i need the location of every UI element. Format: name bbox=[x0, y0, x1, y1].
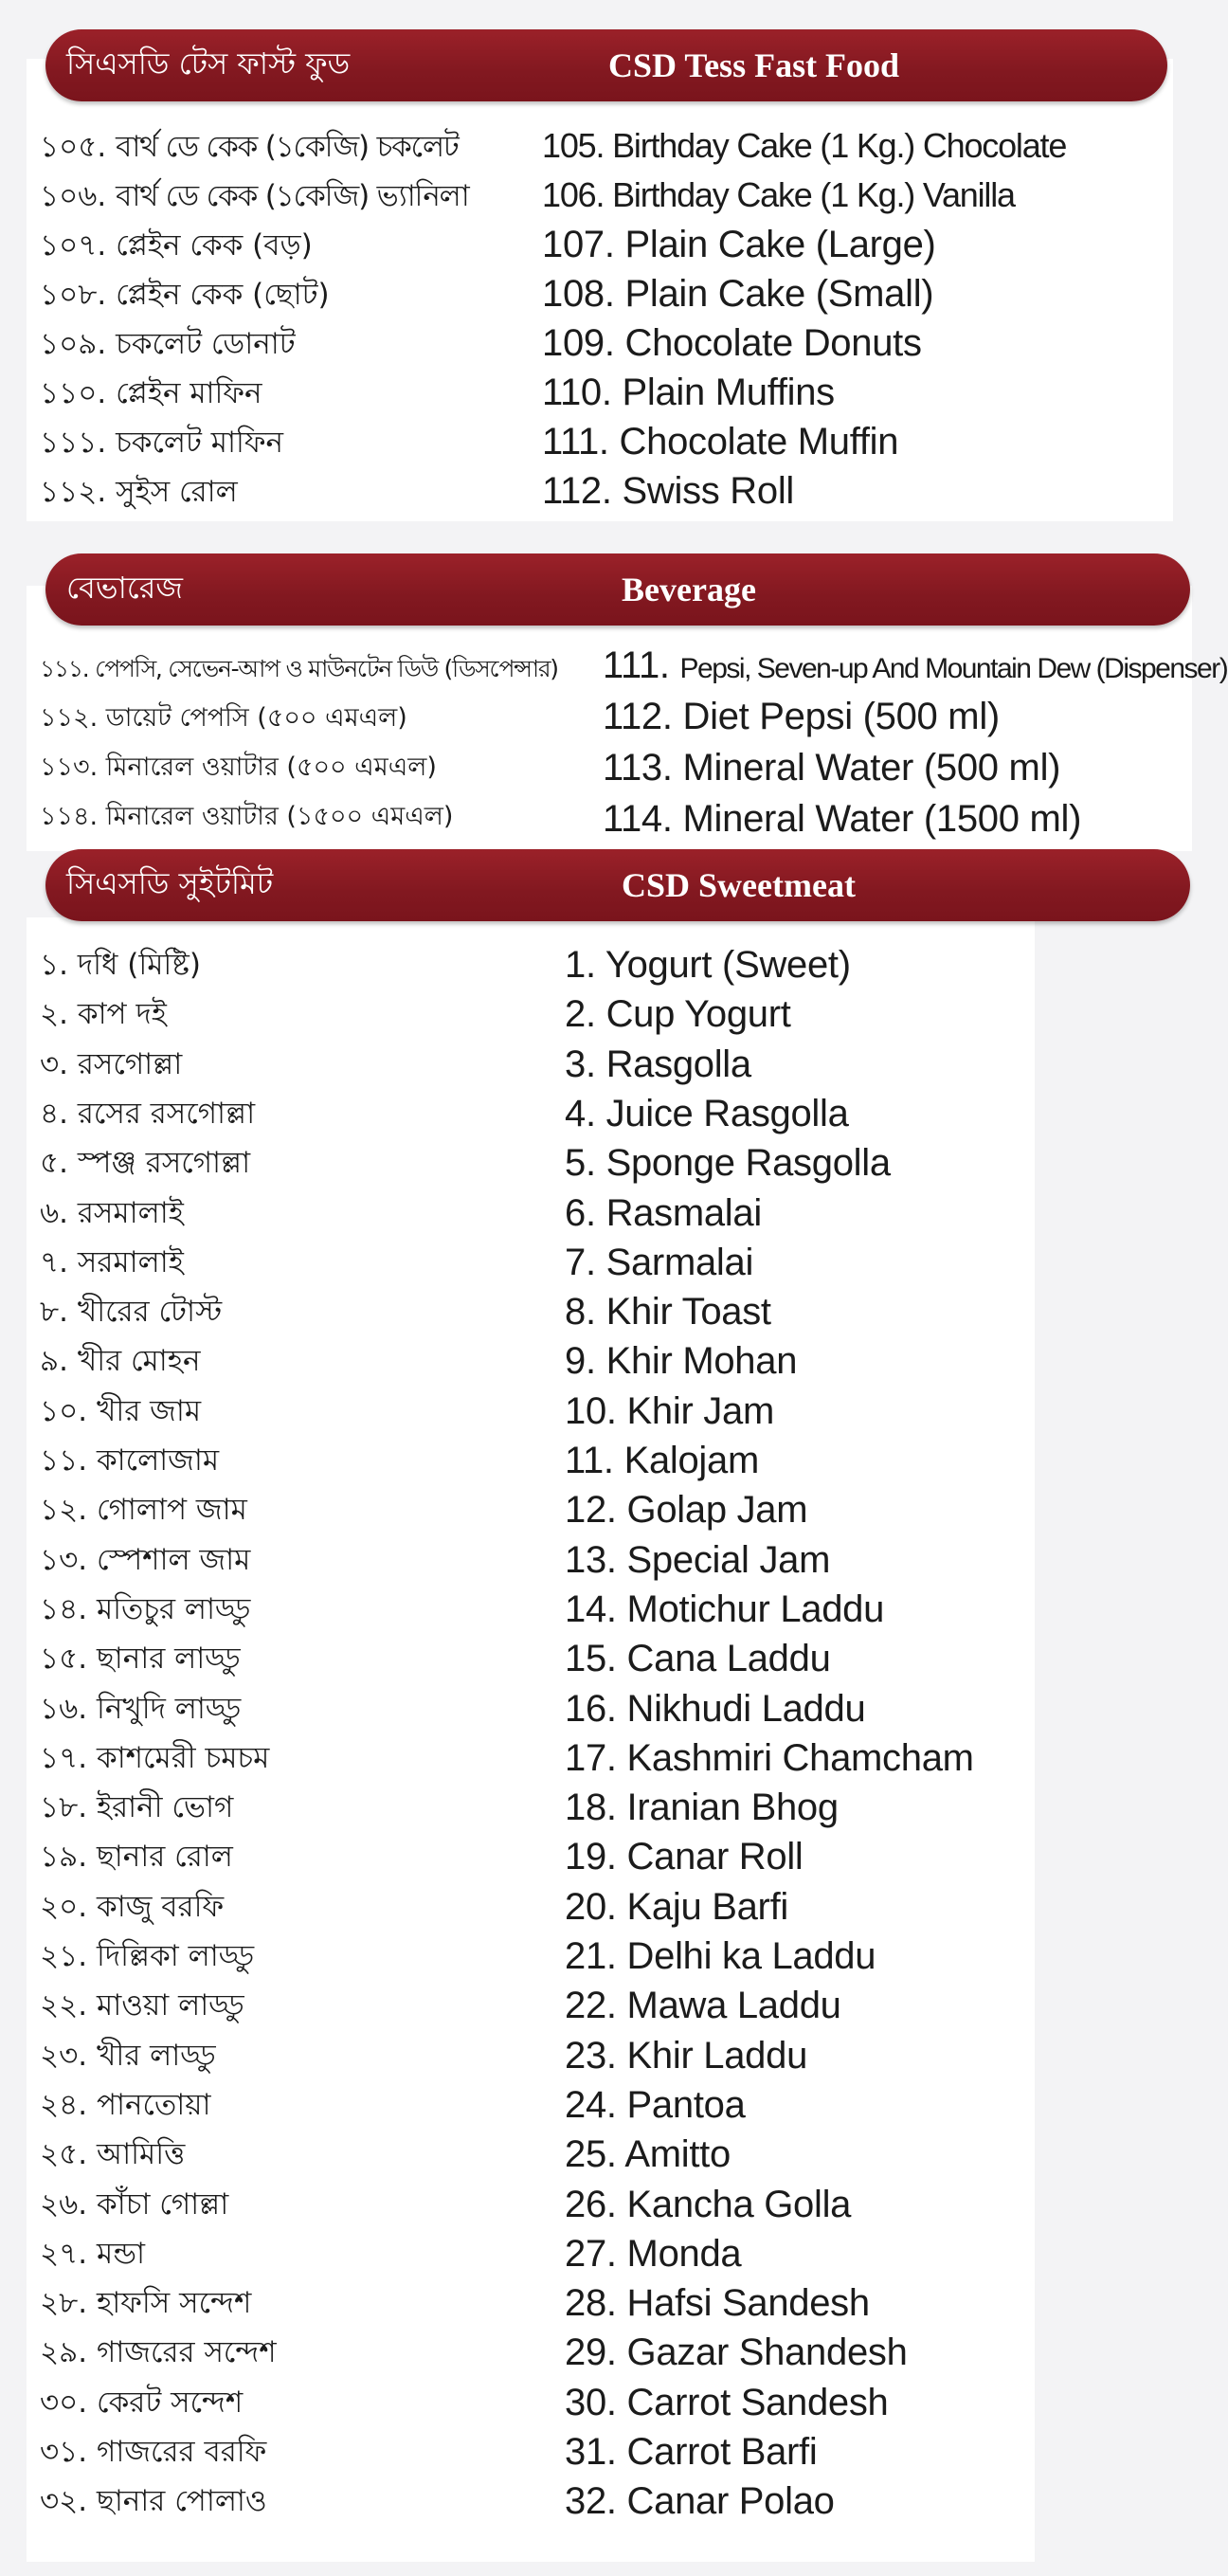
list-item: 21. Delhi ka Laddu bbox=[565, 1935, 876, 1977]
list-item: ২১. দিল্লিকা লাড্ডু bbox=[40, 1939, 255, 1973]
beverage-banner bbox=[45, 553, 1190, 626]
list-item: ৯. খীর মোহন bbox=[40, 1344, 201, 1378]
list-item: ২৮. হাফসি সন্দেশ bbox=[40, 2286, 252, 2320]
list-item: ১১৪. মিনারেল ওয়াটার (১৫০০ এমএল) bbox=[40, 802, 454, 831]
list-item: 24. Pantoa bbox=[565, 2084, 746, 2126]
list-item: ১০৫. বার্থ ডে কেক (১কেজি) চকলেট bbox=[40, 130, 459, 164]
list-item: ১১১. পেপসি, সেভেন-আপ ও মাউনটেন ডিউ (ডিসপেন্সার) bbox=[40, 655, 558, 682]
list-item: ১০. খীর জাম bbox=[40, 1394, 202, 1428]
list-item: ৩২. ছানার পোলাও bbox=[40, 2484, 267, 2518]
list-item: 26. Kancha Golla bbox=[565, 2184, 852, 2225]
list-item: ৫. স্পঞ্জ রসগোল্লা bbox=[40, 1146, 251, 1180]
list-item: 22. Mawa Laddu bbox=[565, 1985, 841, 2026]
list-item: ১৫. ছানার লাড্ডু bbox=[40, 1642, 241, 1676]
list-item: 5. Sponge Rasgolla bbox=[565, 1142, 891, 1184]
list-item: 12. Golap Jam bbox=[565, 1489, 808, 1531]
list-item: ১০৮. প্লেইন কেক (ছোট) bbox=[40, 278, 330, 312]
list-item: ১৮. ইরানী ভোগ bbox=[40, 1790, 234, 1824]
sweetmeat-title-bn: সিএসডি সুইটমিট bbox=[66, 865, 274, 901]
list-item: ১০৭. প্লেইন কেক (বড়) bbox=[40, 228, 313, 263]
list-item: ৬. রসমালাই bbox=[40, 1196, 184, 1230]
list-item: 18. Iranian Bhog bbox=[565, 1787, 839, 1828]
list-item: ১৩. স্পেশাল জাম bbox=[40, 1543, 251, 1577]
fastfood-title-en: CSD Tess Fast Food bbox=[608, 46, 900, 84]
list-item: 2. Cup Yogurt bbox=[565, 993, 791, 1035]
list-item: ১. দধি (মিষ্টি) bbox=[40, 948, 201, 982]
list-item: 17. Kashmiri Chamcham bbox=[565, 1737, 974, 1779]
list-item: ২৩. খীর লাড্ডু bbox=[40, 2039, 216, 2073]
list-item: 31. Carrot Barfi bbox=[565, 2431, 818, 2473]
list-item: 109. Chocolate Donuts bbox=[542, 322, 922, 364]
list-item: ৩. রসগোল্লা bbox=[40, 1047, 183, 1081]
list-item: 107. Plain Cake (Large) bbox=[542, 224, 936, 265]
list-item: ১৪. মতিচুর লাড্ডু bbox=[40, 1592, 251, 1626]
sweetmeat-title-en: CSD Sweetmeat bbox=[622, 866, 856, 904]
list-item: 7. Sarmalai bbox=[565, 1242, 754, 1283]
list-item: ২. কাপ দই bbox=[40, 997, 167, 1031]
list-item: ২৭. মন্ডা bbox=[40, 2237, 145, 2271]
list-item: ১১১. চকলেট মাফিন bbox=[40, 426, 284, 460]
list-item: 3. Rasgolla bbox=[565, 1043, 751, 1085]
list-item: 20. Kaju Barfi bbox=[565, 1886, 788, 1928]
list-item: 29. Gazar Shandesh bbox=[565, 2331, 908, 2373]
list-item: 111. Chocolate Muffin bbox=[542, 421, 899, 463]
list-item: ২৬. কাঁচা গোল্লা bbox=[40, 2187, 229, 2222]
list-item: 4. Juice Rasgolla bbox=[565, 1093, 849, 1134]
list-item: ৩১. গাজরের বরফি bbox=[40, 2435, 267, 2469]
list-item: 13. Special Jam bbox=[565, 1539, 831, 1581]
list-item: ২২. মাওয়া লাড্ডু bbox=[40, 1988, 244, 2023]
list-item: 25. Amitto bbox=[565, 2133, 731, 2175]
list-item: ১১২. সুইস রোল bbox=[40, 475, 238, 509]
list-item: 23. Khir Laddu bbox=[565, 2035, 808, 2077]
list-item: ২৯. গাজরের সন্দেশ bbox=[40, 2335, 277, 2369]
fastfood-title-bn: সিএসডি টেস ফাস্ট ফুড bbox=[66, 45, 351, 82]
list-item: 15. Cana Laddu bbox=[565, 1638, 831, 1679]
list-item: 6. Rasmalai bbox=[565, 1192, 762, 1234]
list-item: 10. Khir Jam bbox=[565, 1390, 774, 1432]
list-item: 110. Plain Muffins bbox=[542, 372, 835, 413]
list-item: 8. Khir Toast bbox=[565, 1291, 771, 1333]
list-item: 28. Hafsi Sandesh bbox=[565, 2282, 870, 2324]
list-item: ১০৬. বার্থ ডে কেক (১কেজি) ভ্যানিলা bbox=[40, 179, 469, 213]
sweetmeat-banner bbox=[45, 849, 1190, 921]
list-item: 19. Canar Roll bbox=[565, 1836, 804, 1878]
list-item: 11. Kalojam bbox=[565, 1440, 759, 1481]
list-item: ১১২. ডায়েট পেপসি (৫০০ এমএল) bbox=[40, 703, 407, 733]
list-item: ১১৩. মিনারেল ওয়াটার (৫০০ এমএল) bbox=[40, 753, 437, 782]
list-item: 14. Motichur Laddu bbox=[565, 1588, 885, 1630]
list-item: 16. Nikhudi Laddu bbox=[565, 1688, 866, 1730]
list-item: 30. Carrot Sandesh bbox=[565, 2382, 889, 2423]
list-item: 27. Monda bbox=[565, 2233, 742, 2275]
list-item: ৮. খীরের টোস্ট bbox=[40, 1295, 223, 1329]
list-item: 105. Birthday Cake (1 Kg.) Chocolate bbox=[542, 126, 1067, 165]
list-item: ৭. সরমালাই bbox=[40, 1245, 184, 1279]
list-item: 106. Birthday Cake (1 Kg.) Vanilla bbox=[542, 175, 1015, 214]
list-item: 108. Plain Cake (Small) bbox=[542, 273, 934, 315]
list-item: ১২. গোলাপ জাম bbox=[40, 1493, 247, 1527]
list-item: ৩০. কেরট সন্দেশ bbox=[40, 2386, 244, 2420]
list-item: ১৬. নিখুদি লাড্ডু bbox=[40, 1692, 242, 1726]
list-item: ৪. রসের রসগোল্লা bbox=[40, 1097, 256, 1131]
list-item: ১৭. কাশমেরী চমচম bbox=[40, 1741, 270, 1775]
list-item: 112. Diet Pepsi (500 ml) bbox=[603, 696, 1000, 737]
list-item: ২০. কাজু বরফি bbox=[40, 1890, 225, 1924]
beverage-title-bn: বেভারেজ bbox=[66, 570, 184, 606]
beverage-title-en: Beverage bbox=[622, 571, 756, 608]
list-item: 114. Mineral Water (1500 ml) bbox=[603, 798, 1082, 840]
list-item: 112. Swiss Roll bbox=[542, 470, 794, 512]
list-item: ১১০. প্লেইন মাফিন bbox=[40, 376, 262, 410]
list-item: 1. Yogurt (Sweet) bbox=[565, 944, 851, 986]
list-item: ১১. কালোজাম bbox=[40, 1443, 220, 1478]
list-item: ১০৯. চকলেট ডোনাট bbox=[40, 327, 296, 361]
list-item: 113. Mineral Water (500 ml) bbox=[603, 747, 1061, 789]
fastfood-banner bbox=[45, 29, 1167, 101]
list-item: ২৪. পানতোয়া bbox=[40, 2088, 211, 2122]
list-item: 32. Canar Polao bbox=[565, 2480, 835, 2522]
list-item: 9. Khir Mohan bbox=[565, 1340, 798, 1382]
list-item: 111. Pepsi, Seven-up And Mountain Dew (Dispenser) bbox=[603, 644, 1228, 686]
list-item: ১৯. ছানার রোল bbox=[40, 1840, 233, 1874]
list-item: ২৫. আমিত্তি bbox=[40, 2137, 186, 2171]
